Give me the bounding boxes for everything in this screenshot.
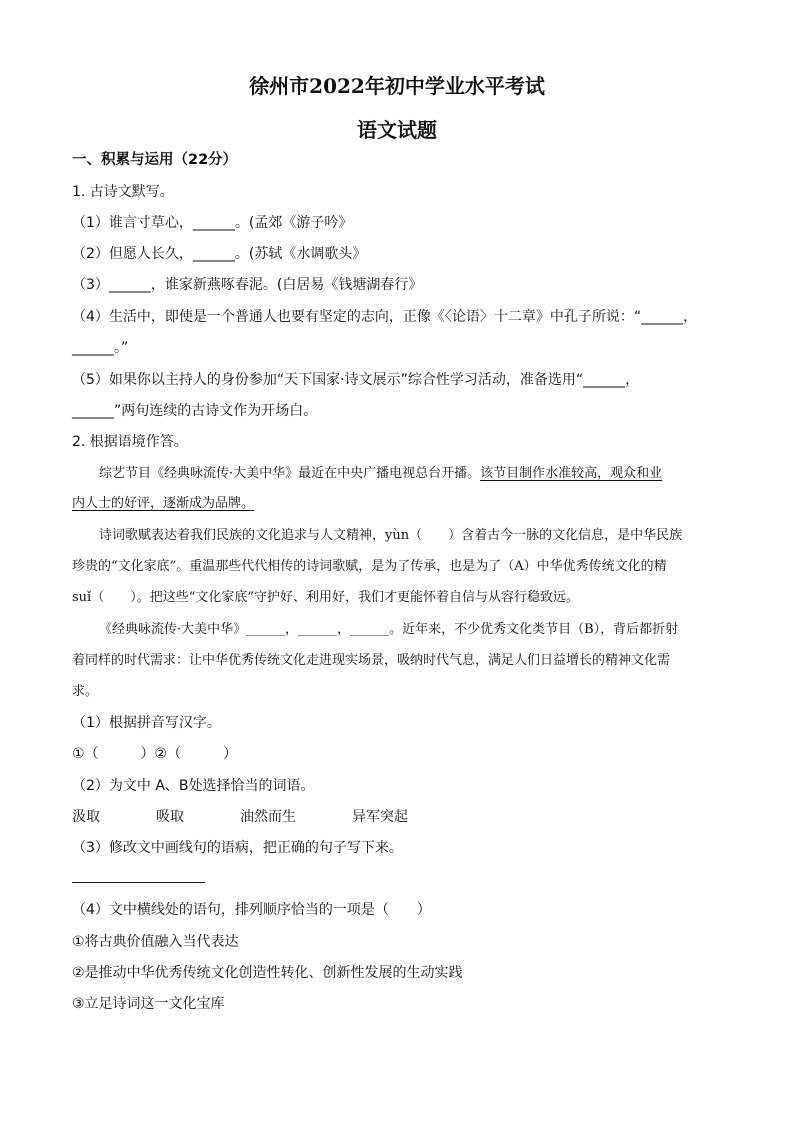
subquestion-3: （3）修改文中画线句的语病，把正确的句子写下来。 — [72, 840, 403, 856]
question-1-item-4-line-2: ______。” — [72, 340, 129, 356]
subquestion-1-answer-blanks: ①（ ）②（ ） — [72, 746, 238, 762]
question-1-item-5-line-1: （5）如果你以主持人的身份参加“天下国家·诗文展示”综合性学习活动，准备选用“______， — [72, 372, 640, 388]
subquestion-4-option-2: ②是推动中华优秀传统文化创造性转化、创新性发展的生动实践 — [72, 965, 463, 981]
passage-paragraph-3-line-2: 着同样的时代需求：让中华优秀传统文化走进现实场景，吸纳时代气息，满足人们日益增长的精神文化需 — [72, 653, 671, 668]
word-option: 汲取 — [72, 809, 100, 825]
underlined-sentence: 该节目制作水准较高，观众和业 — [480, 466, 663, 481]
word-option: 油然而生 — [240, 809, 296, 825]
word-option: 异军突起 — [352, 809, 408, 825]
answer-line — [72, 882, 205, 883]
subquestion-4: （4）文中横线处的语句，排列顺序恰当的一项是（ ） — [72, 902, 431, 918]
question-1-item-1: （1）谁言寸草心，______。(孟郊《游子吟》 — [72, 215, 353, 231]
passage-text: 综艺节目《经典咏流传·大美中华》最近在中央广播电视总台开播。 — [99, 466, 481, 481]
subquestion-2: （2）为文中 A、B处选择恰当的词语。 — [72, 778, 315, 794]
subquestion-4-option-3: ③立足诗词这一文化宝库 — [72, 996, 225, 1012]
question-1-item-4-line-1: （4）生活中，即使是一个普通人也要有坚定的志向，正像《〈论语〉十二章》中孔子所说：“______， — [72, 309, 698, 325]
passage-paragraph-3-line-3: 求。 — [72, 684, 99, 699]
passage-paragraph-2-line-1: 诗词歌赋表达着我们民族的文化追求与人文精神，yùn（ ）含着古今一脉的文化信息，是中华民族 — [99, 528, 683, 543]
subquestion-4-option-1: ①将古典价值融入当代表达 — [72, 934, 239, 950]
passage-paragraph-1-line-1 — [99, 464, 749, 484]
passage-paragraph-1-line-2 — [72, 494, 722, 514]
passage-paragraph-3-line-1: 《经典咏流传·大美中华》______，______，______。近年来，不少优秀文化类节目（B），背后都折射 — [99, 622, 679, 637]
subquestion-2-word-options — [72, 807, 722, 827]
exam-title: 徐州市2022年初中学业水平考试 — [249, 74, 545, 98]
passage-paragraph-2-line-3: suǐ（ ）。把这些“文化家底”守护好、利用好，我们才更能怀着自信与从容行稳致远。 — [72, 590, 579, 605]
question-1-item-2: （2）但愿人长久，______。(苏轼《水调歌头》 — [72, 246, 367, 262]
subquestion-1: （1）根据拼音写汉字。 — [72, 715, 221, 731]
question-1-item-5-line-2: ______”两句连续的古诗文作为开场白。 — [72, 403, 318, 419]
word-option: 吸取 — [156, 809, 184, 825]
section-heading: 一、积累与运用（22分） — [72, 152, 238, 168]
question-2-stem: 2. 根据语境作答。 — [72, 434, 188, 450]
passage-paragraph-2-line-2: 珍贵的“文化家底”。重温那些代代相传的诗词歌赋，是为了传承，也是为了（A）中华优秀传统文化的精 — [72, 559, 667, 574]
underlined-sentence-continued: 内人士的好评，逐渐成为品牌。 — [72, 496, 255, 511]
question-1-stem: 1. 古诗文默写。 — [72, 184, 174, 200]
exam-subtitle: 语文试题 — [357, 118, 437, 142]
question-1-item-3: （3）______，谁家新燕啄春泥。(白居易《钱塘湖春行》 — [72, 277, 423, 293]
